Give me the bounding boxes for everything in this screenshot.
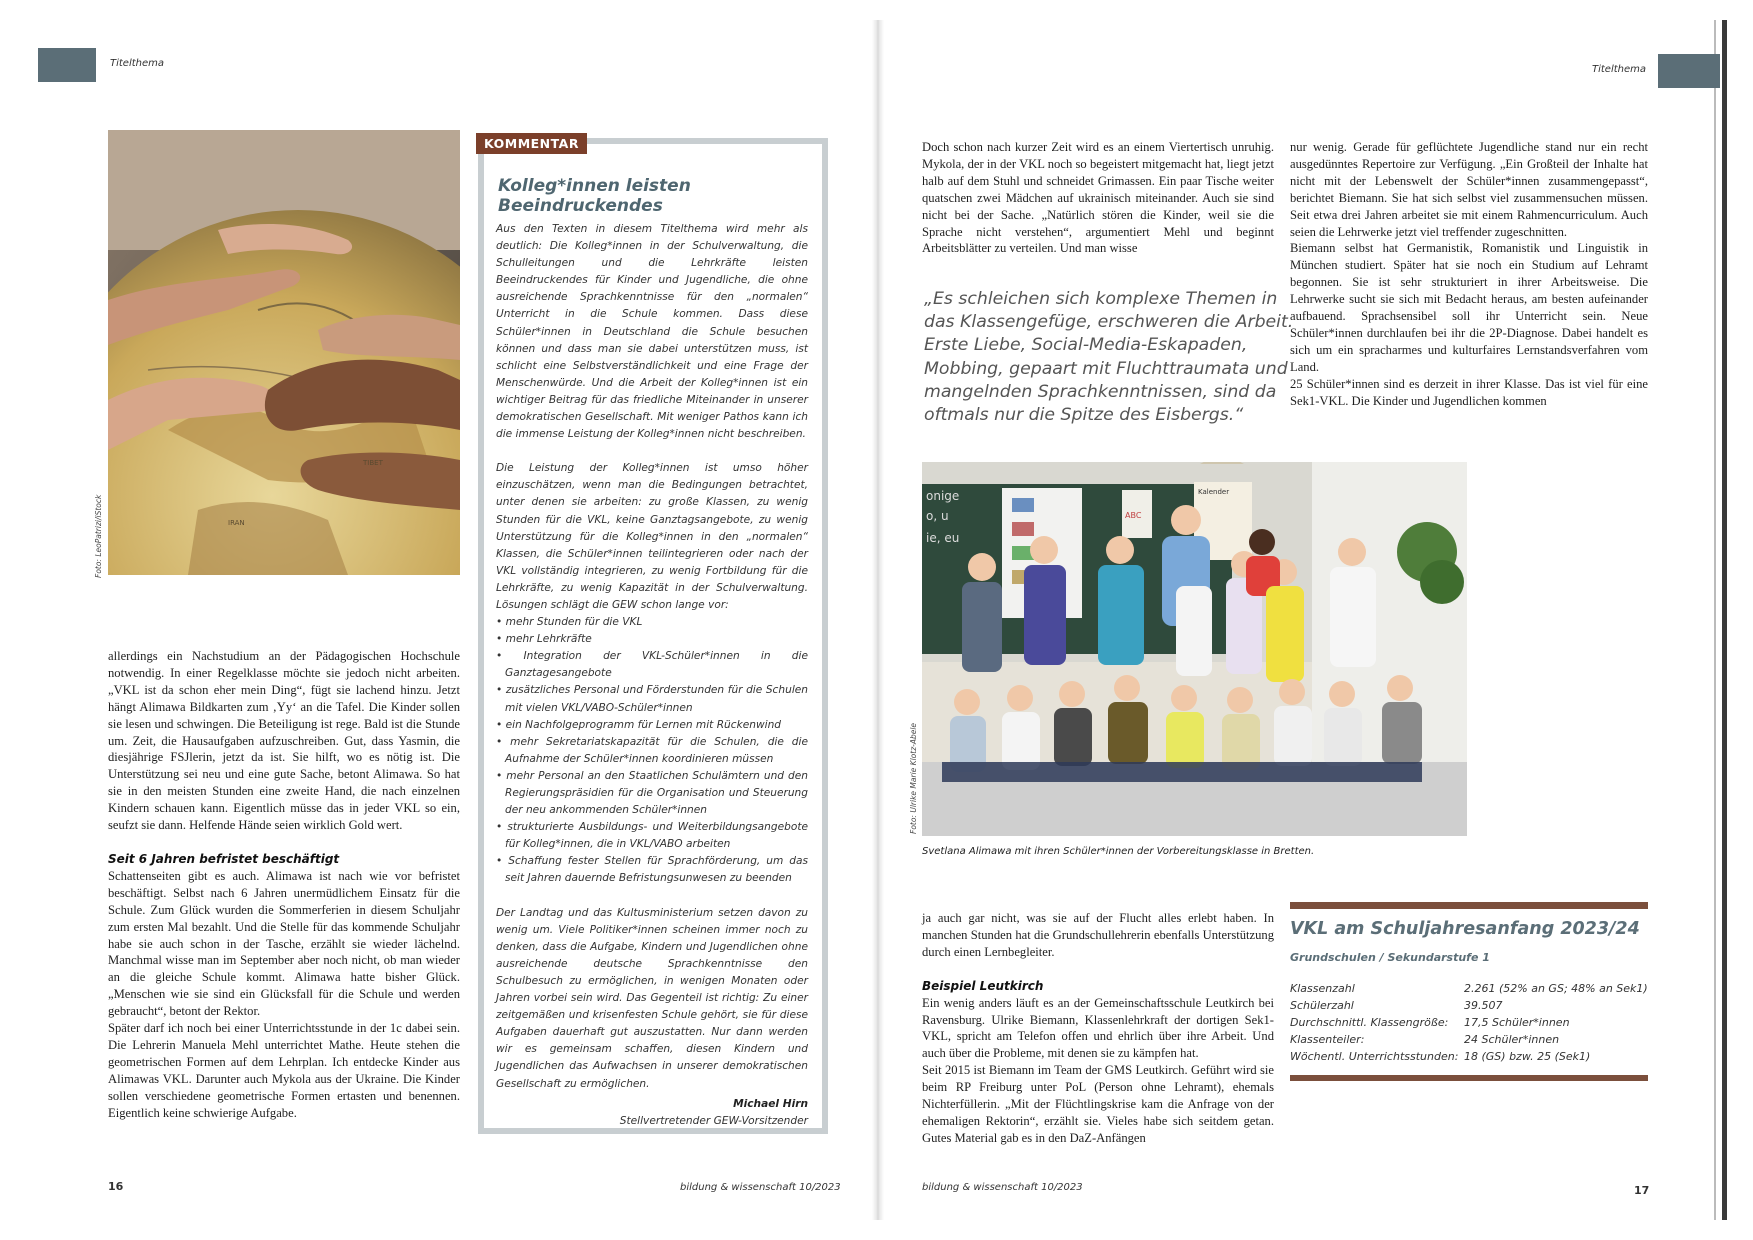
paragraph: Später darf ich noch bei einer Unterrichtsstunde in der 1c dabei sein. Die Lehrerin Manuela Mehl unterrichtet Mathe. Heute stehen die geometrischen Formen auf dem Lehrplan. Ich entdecke Kinder aus Alimawas VKL. Darunter auch Mykola aus der Ukraine. Die Kinder sollen verschiedene geometrische Formen ertasten und benennen. Eigentlich keine schwierige Aufgabe. — [108, 1021, 460, 1120]
list-item: • zusätzliches Personal und Förderstunden für die Schulen mit vielen VKL/VABO-Schüler*innen — [496, 682, 808, 716]
comment-paragraph: Der Landtag und das Kultusministerium setzen davon zu wenig um. Viele Politiker*innen scheinen immer noch zu denken, dass die Aufgabe, Kindern und Jugendlichen ohne ausreichende deutsche Sprachkenntnisse den Schulbesuch zu ermöglichen, in wenigen Monaten oder Jahren vorbei sein wird. Das Gegenteil ist richtig: Zu einer zeitgemäßen und krisenfesten Schule gehört, sie für diese Aufgaben dauerhaft gut auszustatten. Nur dann werden wir es gemeinsam schaffen, diesen Kindern und Jugendlichen das Aufwachsen in unserer demokratischen Gesellschaft zu ermöglichen. — [496, 906, 808, 1090]
infobox-top-rule — [1290, 902, 1648, 909]
infobox-key: Klassenteiler: — [1290, 1033, 1365, 1046]
paragraph: allerdings ein Nachstudium an der Pädagogischen Hochschule notwendig. In einer Regelklasse möchte sie jedoch nicht arbeiten. „VKL ist da schon eher mein Ding“, fügt sie lachend hinzu. Jetzt hängt Alimawa Bildkarten zum ‚Yy‘ an die Tafel. Die Kinder sollen sie lesen und schwingen. Die Beteiligung ist rege. Bald ist die Stunde um. Zeit, die Hausaufgaben aufzuschreiben. Gut, dass Yasmin, die diesjährige FSJlerin, jetzt da ist. Sie hilft, wo es nötig ist. Die Unterstützung sei neu und eine gute Sache, betont Alimawa. So hat sie in den meisten Stunden eine zweite Hand, die nach einzelnen Kindern schauen kann. Eigentlich müsse das in jeder VKL so ein, seufzt sie dann. Helfende Hände seien wirklich Gold wert. — [108, 649, 460, 833]
subhead-leutkirch: Beispiel Leutkirch — [922, 978, 1044, 993]
left-column-text — [108, 648, 460, 1121]
list-item: • ein Nachfolgeprogramm für Lernen mit Rückenwind — [496, 717, 808, 734]
infobox-value: 2.261 (52% an GS; 48% an Sek1) — [1464, 982, 1648, 995]
infobox-key: Schülerzahl — [1290, 999, 1354, 1012]
vkl-infobox — [1290, 902, 1648, 1081]
right-col1-bottom — [922, 910, 1274, 1147]
infobox-row — [1290, 1014, 1648, 1031]
infobox-value: 39.507 — [1464, 999, 1503, 1012]
board-text: o, u — [926, 509, 949, 523]
paragraph: Seit 2015 ist Biemann im Team der GMS Leutkirch. Geführt wird sie beim RP Freiburg unter PoL (Person ohne Lehramt), ehemals Nichterfüllerin. „Mit der Flüchtlingskrise kam die Anfrage von der ehemaligen Rektorin“, erzählt sie. Vieles habe sich seitdem getan. Gutes Material gab es in den DaZ-Anfängen — [922, 1063, 1274, 1145]
infobox-row — [1290, 1031, 1648, 1048]
right-col2-top — [1290, 139, 1648, 410]
section-tab-right — [1658, 54, 1720, 88]
pull-quote: „Es schleichen sich komplexe Themen in das Klassengefüge, erschweren die Arbeit. Erste Liebe, Social-Media-Eskapaden, Mobbing, gepaart mit Fluchttraumata und mangelnden Sprachkenntnissen, sind da oftmals nur die Spitze des Eisbergs.“ — [924, 289, 1294, 426]
page-number-left: 16 — [108, 1180, 124, 1193]
class-photo — [922, 462, 1467, 836]
list-item: • mehr Lehrkräfte — [496, 631, 808, 648]
comment-author: Michael Hirn — [733, 1097, 808, 1110]
infobox-title: VKL am Schuljahresanfang 2023/24 — [1290, 919, 1640, 939]
infobox-key: Durchschnittl. Klassengröße: — [1290, 1016, 1449, 1029]
infobox-row — [1290, 1048, 1648, 1065]
subhead-befristet: Seit 6 Jahren befristet beschäftigt — [108, 851, 340, 866]
paragraph: Doch schon nach kurzer Zeit wird es an einem Viertertisch unruhig. Mykola, der in der VKL noch so begeistert mitgemacht hat, liegt jetzt halb auf dem Stuhl und schneidet Grimassen. Ein paar Tische weiter quatschen zwei Mädchen auf ukrainisch miteinander. Auch sie sind nicht bei der Sache. „Natürlich stören die Kinder, weil sie die Sprache nicht verstehen“, argumentiert Mehl und beginnt Arbeitsblätter zu verteilen. Und man wisse — [922, 140, 1274, 256]
infobox-value: 17,5 Schüler*innen — [1464, 1016, 1570, 1029]
comment-author-role: Stellvertretender GEW-Vorsitzender — [619, 1114, 808, 1127]
right-col1-top — [922, 139, 1274, 257]
footer-left: bildung & wissenschaft 10/2023 — [680, 1182, 841, 1193]
infobox-row — [1290, 997, 1648, 1014]
list-item: • Schaffung fester Stellen für Sprachförderung, um das seit Jahren dauernde Befristungsunwesen zu beenden — [496, 853, 808, 887]
globe-label-tibet: TIBET — [363, 459, 383, 467]
page-number-right: 17 — [1634, 1184, 1650, 1197]
list-item: • mehr Stunden für die VKL — [496, 614, 808, 631]
paragraph: Ein wenig anders läuft es an der Gemeinschaftsschule Leutkirch bei Ravensburg. Ulrike Biemann, Klassenlehrkraft der dortigen Sek1-VKL, spricht am Telefon offen und ehrlich über ihre Arbeit. Und auch über die Probleme, mit denen sie zu kämpfen hat. — [922, 995, 1274, 1061]
page-edge-line — [1714, 20, 1716, 1220]
comment-bullet-list — [496, 614, 808, 888]
board-text: ie, eu — [926, 531, 960, 545]
comment-text — [496, 221, 808, 1130]
infobox-value: 24 Schüler*innen — [1464, 1033, 1560, 1046]
running-head-right: Titelthema — [1592, 64, 1647, 75]
svg-text:ABC: ABC — [1125, 511, 1142, 520]
paragraph: Schattenseiten gibt es auch. Alimawa ist nach wie vor befristet beschäftigt. Selbst nach 6 Jahren unermüdlichem Einsatz für die Schule. Zum Glück wurden die Sommerferien in diesem Schuljahr zum ersten Mal bezahlt. Und die Stelle für das kommende Schuljahr habe sie auch schon in der Tasche, erzählt sie wieder lächelnd. Manchmal wisse man im September aber noch nicht, ob man wieder an die gleiche Schule kommt. Alimawa hatte bisher Glück. „Menschen wie sie sind ein Glücksfall für die Schule und werden gebraucht“, betont der Rektor. — [108, 868, 460, 1019]
section-tab-left — [38, 48, 96, 82]
page-gutter — [872, 20, 884, 1220]
comment-paragraph: Die Leistung der Kolleg*innen ist umso höher einzuschätzen, wenn man die Bedingungen betrachtet, unter denen sie arbeiten: zu große Klassen, zu wenig Stunden für die VKL, keine Ganztagsangebote, zu wenig Unterstützung für die Kolleg*innen in den „normalen“ Klassen, die Schüler*innen teilintegrieren oder nach der VKL vollständig integrieren, zu wenig Fortbildung für die Lehrkräfte, zu wenig Kapazität in der Schulverwaltung. Lösungen schlägt die GEW schon lange vor: — [496, 462, 808, 611]
globe-label-iran: IRAN — [228, 519, 245, 527]
photo-caption: Svetlana Alimawa mit ihren Schüler*innen der Vorbereitungsklasse in Bretten. — [922, 846, 1315, 857]
running-head-left: Titelthema — [110, 58, 165, 69]
paragraph: nur wenig. Gerade für geflüchtete Jugendliche stand nur ein recht ausgedünntes Repertoire zur Verfügung. „Ein Großteil der Inhalte hat nicht mit der Lebenswelt der Schüler*innen zusammengepasst“, berichtet Biemann. Sie hat sich selbst viel zusammensuchen müssen. Seit etwa drei Jahren arbeitet sie mit einem Rahmencurriculum. Auch seien die Lehrwerke jetzt viel treffender zugeschnitten. — [1290, 140, 1648, 239]
paragraph: ja auch gar nicht, was sie auf der Flucht alles erlebt haben. In manchen Stunden hat die Grundschullehrerin ebenfalls Unterstützung durch einen Lernbegleiter. — [922, 911, 1274, 959]
comment-paragraph: Aus den Texten in diesem Titelthema wird mehr als deutlich: Die Kolleg*innen in der Schulverwaltung, die Schulleitungen und die Lehrkräfte leisten Beeindruckendes für Kinder und Jugendliche, die ohne ausreichende Sprachkenntnisse für den „normalen“ Unterricht in die Schule kommen. Dass diese Schüler*innen in Deutschland die Schule besuchen können und dass man sie dabei unterstützen muss, ist schlicht eine Selbstverständlichkeit und eine Frage der Menschenwürde. Und die Arbeit der Kolleg*innen ist ein wichtiger Beitrag für das friedliche Miteinander in unserer demokratischen Gesellschaft. Mit weniger Pathos kann ich die immense Leistung der Kolleg*innen nicht beschreiben. — [496, 223, 808, 441]
infobox-subtitle: Grundschulen / Sekundarstufe 1 — [1290, 951, 1490, 964]
infobox-key: Klassenzahl — [1290, 982, 1355, 995]
paragraph: 25 Schüler*innen sind es derzeit in ihrer Klasse. Das ist viel für eine Sek1-VKL. Die Kinder und Jugendlichen kommen — [1290, 376, 1648, 408]
infobox-row — [1290, 980, 1648, 997]
comment-title: Kolleg*innen leisten Beeindruckendes — [498, 176, 691, 216]
comment-badge: KOMMENTAR — [476, 133, 587, 154]
list-item: • mehr Sekretariatskapazität für die Schulen, die die Aufnahme der Schüler*innen koordinieren müssen — [496, 734, 808, 768]
globe-hands-photo — [108, 130, 460, 575]
infobox-value: 18 (GS) bzw. 25 (Sek1) — [1464, 1050, 1591, 1063]
page-edge-shadow — [1722, 20, 1727, 1220]
svg-text:Kalender: Kalender — [1198, 488, 1230, 496]
infobox-key: Wöchentl. Unterrichtsstunden: — [1290, 1050, 1459, 1063]
board-text: onige — [926, 489, 960, 503]
photo-credit-right: Foto: Ulrike Marie Klotz-Abele — [909, 722, 918, 834]
photo-credit-left: Foto: LeoPatrizi/iStock — [94, 494, 103, 578]
infobox-bottom-rule — [1290, 1075, 1648, 1081]
list-item: • strukturierte Ausbildungs- und Weiterbildungsangebote für Kolleg*innen, die in VKL/VABO arbeiten — [496, 819, 808, 853]
footer-right: bildung & wissenschaft 10/2023 — [922, 1182, 1083, 1193]
paragraph: Biemann selbst hat Germanistik, Romanistik und Linguistik in München studiert. Später hat sie noch ein Studium auf Lehramt begonnen. Sie ist sehr strukturiert in ihrer Arbeitsweise. Die Lehrwerke sucht sie sich mit Bedacht heraus, am besten aufeinander aufbauend. Sprachsensibel soll ihr Unterricht sein. Neue Schüler*innen durchlaufen bei ihr die 2P-Diagnose. Dabei handelt es sich um ein spracharmes und kulturfaires Lernstandsverfahren vom Land. — [1290, 241, 1648, 374]
list-item: • Integration der VKL-Schüler*innen in die Ganztagesangebote — [496, 648, 808, 682]
list-item: • mehr Personal an den Staatlichen Schulämtern und den Regierungspräsidien für die Organisation und Steuerung der neu ankommenden Schüler*innen — [496, 768, 808, 819]
